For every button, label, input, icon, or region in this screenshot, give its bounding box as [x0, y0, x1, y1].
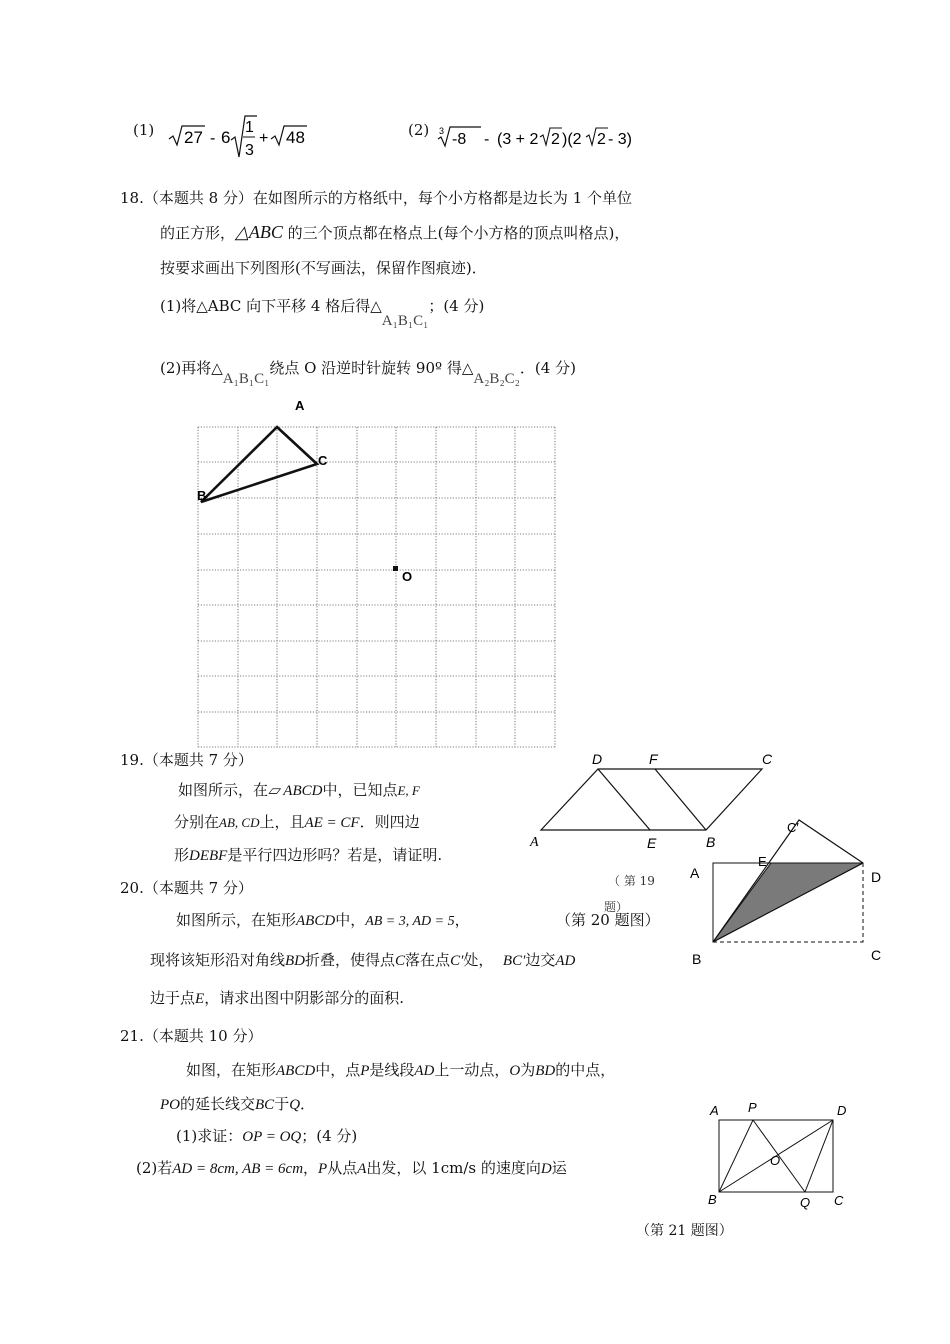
- minus-sign: -: [210, 130, 216, 147]
- q21-header: 21.（本题共 10 分）: [120, 1027, 263, 1045]
- label-a: A: [690, 865, 700, 881]
- expr-part: )(2: [562, 131, 582, 148]
- label-c-prime: C′: [787, 820, 799, 835]
- label-c: C: [871, 947, 882, 963]
- q17-part1-label: (1): [133, 121, 155, 139]
- expr-part: (3 + 2: [497, 131, 539, 148]
- q17-part2-expression: [436, 118, 646, 158]
- triangle-a2b2c2: A₂B₂C₂: [473, 371, 520, 387]
- q17-part2-label: (2): [408, 121, 430, 139]
- radicand-48: 48: [286, 128, 305, 147]
- q19-caption-2: 题）: [604, 900, 629, 914]
- grid: [198, 427, 555, 747]
- q21-rectangle-figure: [700, 1098, 860, 1213]
- label-b: B: [706, 834, 716, 850]
- label-o: O: [770, 1153, 781, 1168]
- triangle-a1b1c1: A₁B₁C₁: [222, 371, 270, 387]
- expr-part: - 3): [608, 131, 632, 148]
- label-f: F: [649, 751, 658, 767]
- q21-line1: 如图，在矩形ABCD中，点P是线段AD上一动点，O为BD的中点，: [186, 1061, 616, 1079]
- label-d: D: [592, 751, 603, 767]
- label-a: A: [710, 1103, 719, 1118]
- segment-qd: [805, 1120, 833, 1192]
- q19-line1: 如图所示，在▱ ABCD中，已知点E, F: [178, 781, 420, 799]
- q21-part2: (2)若AD = 8cm, AB = 6cm，P从点A出发，以 1cm/s 的速度向D运: [136, 1159, 567, 1177]
- fraction-denominator: 3: [245, 142, 254, 159]
- label-b: B: [197, 488, 207, 503]
- label-e: E: [758, 854, 767, 869]
- minus-sign: -: [484, 131, 490, 148]
- label-o: O: [402, 569, 413, 584]
- point-o-marker: [393, 566, 398, 571]
- q18-grid-figure: [190, 392, 570, 752]
- triangle-abc: △ABC: [235, 222, 283, 242]
- radicand-27: 27: [184, 128, 203, 147]
- label-c: C: [834, 1193, 844, 1208]
- segment-de: [598, 769, 650, 830]
- q21-caption: （第 21 题图）: [636, 1223, 733, 1239]
- q20-caption: （第 20 题图）: [556, 911, 660, 929]
- parallelogram-abcd: ▱ ABCD: [268, 783, 323, 799]
- label-a: A: [295, 398, 305, 413]
- q18-part2: (2)再将△A₁B₁C₁绕点 O 沿逆时针旋转 90º 得△A₂B₂C₂．(4 分): [160, 359, 576, 387]
- q20-fold-figure: [680, 812, 890, 972]
- plus-sign: +: [259, 130, 269, 147]
- radicand-2: 2: [551, 131, 560, 148]
- q19-line3: 形DEBF是平行四边形吗？若是，请证明.: [174, 846, 443, 864]
- fraction-numerator: 1: [245, 119, 254, 136]
- label-c: C: [318, 453, 328, 468]
- q20-line3: 边于点E，请求出图中阴影部分的面积.: [150, 989, 404, 1007]
- q20-header: 20.（本题共 7 分）: [120, 879, 253, 897]
- q18-part1: (1)将△ABC 向下平移 4 格后得△A₁B₁C₁；(4 分): [160, 297, 485, 329]
- label-p: P: [748, 1100, 757, 1115]
- radicand-minus-8: -8: [452, 131, 467, 148]
- label-d: D: [837, 1103, 847, 1118]
- label-c: C: [762, 751, 773, 767]
- q17-part1-expression: [165, 112, 315, 162]
- q18-line1: 18.（本题共 8 分）在如图所示的方格纸中，每个小方格都是边长为 1 个单位: [120, 189, 633, 207]
- q20-line1: 如图所示，在矩形ABCD中，AB = 3, AD = 5，: [176, 911, 470, 929]
- label-b: B: [692, 951, 702, 967]
- q21-line2: PO的延长线交BC于Q．: [160, 1095, 316, 1113]
- label-d: D: [871, 869, 882, 885]
- q21-part1: (1)求证：OP = OQ；(4 分): [176, 1127, 358, 1145]
- q18-line3: 按要求画出下列图形(不写画法，保留作图痕迹)．: [160, 259, 487, 277]
- label-b: B: [708, 1192, 717, 1207]
- q20-line2: 现将该矩形沿对角线BD折叠，使得点C落在点C′处， BC′边交AD: [150, 951, 576, 969]
- label-e: E: [647, 835, 657, 851]
- coefficient-6: 6: [221, 128, 231, 147]
- triangle-abc-shape: [201, 427, 317, 502]
- label-q: Q: [800, 1195, 811, 1210]
- q19-line2: 分别在AB, CD上，且AE = CF．则四边: [174, 813, 420, 831]
- triangle-a1b1c1: A₁B₁C₁: [381, 313, 429, 329]
- q18-line2: 的正方形，△ABC 的三个顶点都在格点上(每个小方格的顶点叫格点)，: [160, 222, 630, 242]
- q19-caption-1: （ 第 19: [608, 874, 655, 888]
- q19-header: 19.（本题共 7 分）: [120, 751, 253, 769]
- label-a: A: [530, 835, 539, 850]
- radicand-2: 2: [597, 131, 606, 148]
- cube-root-index: 3: [439, 126, 445, 136]
